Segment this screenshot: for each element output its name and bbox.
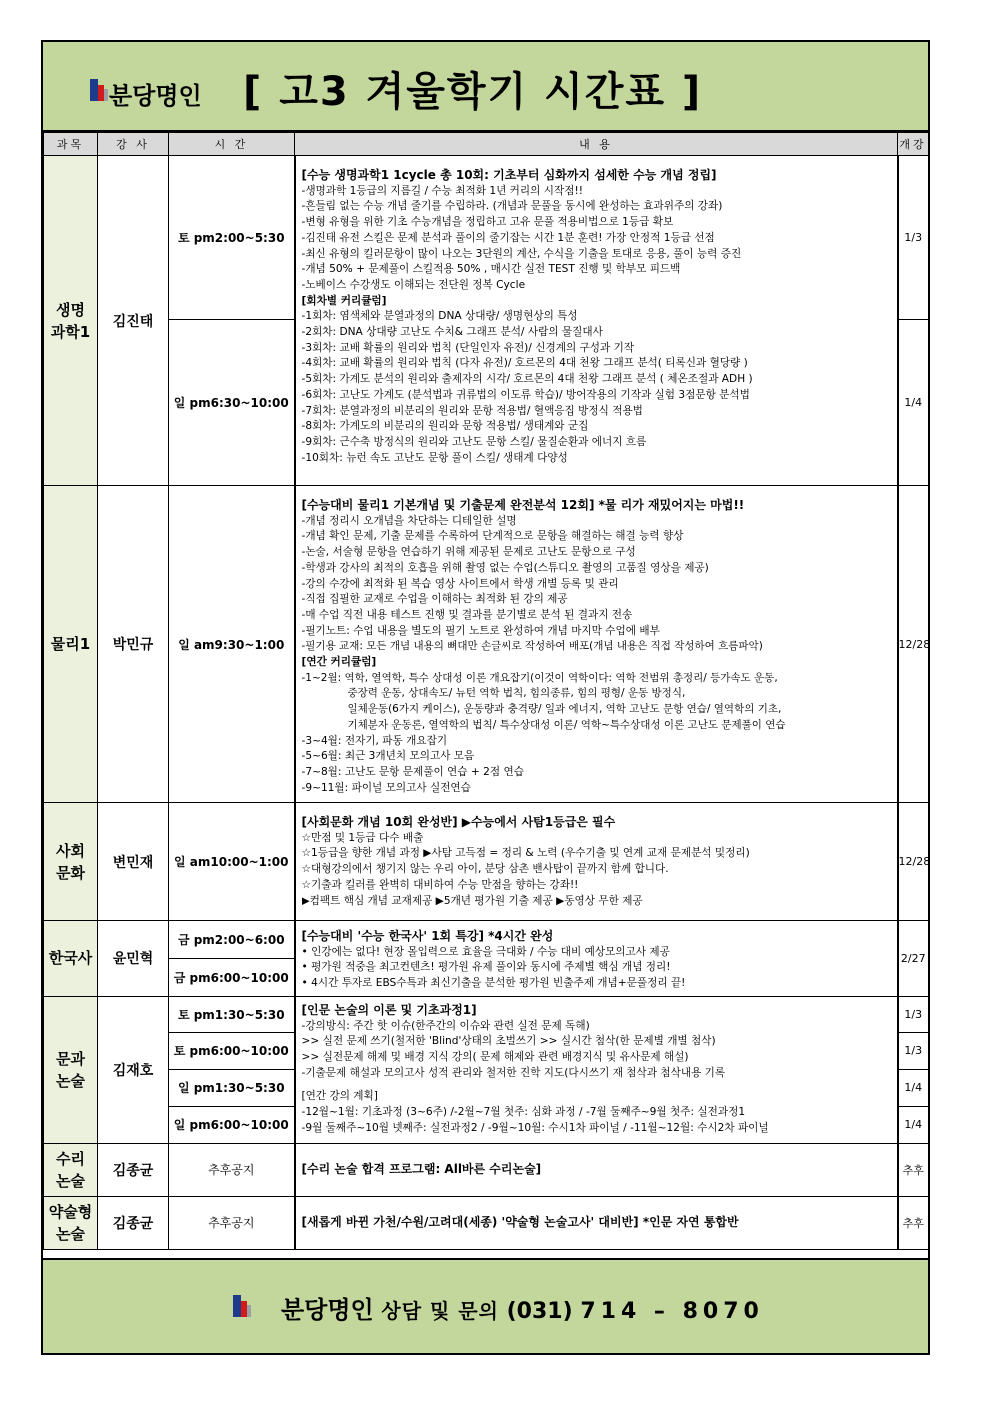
- start-date-cell: 1/4: [898, 1106, 929, 1143]
- time-cell: 일 pm1:30~5:30: [169, 1069, 295, 1106]
- brand-logo-icon: [90, 79, 108, 101]
- teacher-cell: 김종균: [98, 1143, 169, 1196]
- col-teacher: 강 사: [98, 133, 169, 156]
- brand-name: 분당명인: [109, 82, 202, 110]
- table-row: [44, 921, 929, 959]
- col-time: 시 간: [169, 133, 295, 156]
- content-cell: [인문 논술의 이론 및 기초과정1] -강의방식: 주간 핫 이슈(한주간의 이슈와 관련 실전 문제 독해) >> 실전 문제 쓰기(철저한 'Blind'상태의 초벌쓰기 >> 실시간 첨삭(한 문제별 개별 첨삭) >> 실전문제 해제 및 배경 지식 강의( 문제 해제와 관련 배경지식 및 유사문제 해설) -기출문제 해설과 모의고사 성적 관리와 철저한 진학 지도(다시쓰기 재 첨삭과 첨삭내용 기록 [연간 강의 계획] -12월~1월: 기초과정 (3~6주) /-2월~7월 첫주: 심화 과정 / -7월 둘째주~9월 첫주: 실전과정1 -9월 둘째주~10월 넷째주: 실전과정2 / -9월~10월: 수시1차 파이널 / -11월~12월: 수시2차 파이널: [295, 996, 898, 1143]
- time-cell: 일 am9:30~1:00: [169, 486, 295, 803]
- teacher-cell: 김진태: [98, 156, 169, 486]
- time-cell: 토 pm6:00~10:00: [169, 1032, 295, 1069]
- table-row: [44, 486, 929, 803]
- time-cell: 추후공지: [169, 1143, 295, 1196]
- content-cell: [새롭게 바뀐 가천/수원/고려대(세종) '약술형 논술고사' 대비반] *인문 자연 통합반: [295, 1196, 898, 1249]
- teacher-cell: 변민재: [98, 803, 169, 921]
- start-date-cell: 1/4: [898, 1069, 929, 1106]
- table-row: [44, 996, 929, 1032]
- start-date-cell: 1/3: [898, 996, 929, 1032]
- footer-brand: 분당명인: [281, 1296, 374, 1324]
- time-cell: 일 pm6:30~10:00: [169, 320, 295, 486]
- teacher-cell: 김재호: [98, 996, 169, 1143]
- teacher-cell: 윤민혁: [98, 921, 169, 997]
- content-cell: [수능 생명과학1 1cycle 총 10회: 기초부터 심화까지 섬세한 수능 개념 정립] -생명과학 1등급의 지름길 / 수능 최적화 1년 커리의 시작점!! -흔들림 없는 수능 개념 줄기를 수립하라. (개념과 문풀을 동시에 완성하는 효과위주의 강좌) -변형 유형을 위한 기초 수능개념을 정립하고 고유 문풀 적용비법으로 1등급 확보 -김진태 유전 스킬은 문제 분석과 풀이의 줄기잡는 시간 1분 훈련! 가장 안정적 1등급 선점 -최신 유형의 킬러문항이 많이 나오는 3단원의 계산, 수식을 기출을 토대로 응용, 풀이 능력 증진 -개념 50% + 문제풀이 스킬적용 50% , 매시간 실전 TEST 진행 및 학부모 피드백 -노베이스 수강생도 이해되는 전단원 정복 Cycle [회차별 커리큘럼] -1회차: 염색체와 분열과정의 DNA 상대량/ 생명현상의 특성 -2회차: DNA 상대량 고난도 수치& 그래프 분석/ 사람의 물질대사 -3회차: 교배 확률의 원리와 법칙 (단일인자 유전)/ 신경계의 구성과 기작 -4회차: 교배 확률의 원리와 법칙 (다자 유전)/ 호르몬의 4대 천왕 그래프 분석( 티록신과 혈당량 ) -5회차: 가계도 분석의 원리와 출제자의 시각/ 호르몬의 4대 천왕 그래프 분석 ( 체온조절과 ADH ) -6회차: 고난도 가계도 (분석법과 귀류법의 이도류 학습)/ 방어작용의 기작과 실험 3점문항 분석법 -7회차: 분열과정의 비분리의 원리와 문항 적용법/ 혈액응집 방정식 적용법 -8회차: 가계도의 비분리의 원리와 문항 적용법/ 생태계와 군집 -9회차: 근수축 방정식의 원리와 고난도 문항 스킬/ 물질순환과 에너지 흐름 -10회차: 뉴런 속도 고난도 문항 풀이 스킬/ 생태계 다양성: [295, 156, 898, 486]
- subject-cell: 물리1: [44, 486, 98, 803]
- page-title: [ 고3 겨울학기 시간표 ]: [243, 69, 703, 115]
- time-cell: 금 pm2:00~6:00: [169, 921, 295, 959]
- content-cell: [수능대비 '수능 한국사' 1회 특강] *4시간 완성 • 인강에는 없다! 현장 몰입력으로 효율을 극대화 / 수능 대비 예상모의고사 제공 • 평가원 적중을 최고컨텐츠! 평가원 유제 풀이와 동시에 주제별 핵심 개념 정리! • 4시간 투자로 EBS수특과 최신기출을 분석한 평가원 빈출주제 개념+문풀정리 끝!: [295, 921, 898, 997]
- time-cell: 일 am10:00~1:00: [169, 803, 295, 921]
- schedule-table: [43, 132, 929, 1250]
- col-subject: 과목: [44, 133, 98, 156]
- start-date-cell: 1/3: [898, 1032, 929, 1069]
- start-date-cell: 1/3: [898, 156, 929, 320]
- teacher-cell: 박민규: [98, 486, 169, 803]
- footer-banner: [43, 1258, 928, 1353]
- footer-label: 상담 및 문의: [381, 1299, 499, 1323]
- content-cell: [수능대비 물리1 기본개념 및 기출문제 완전분석 12회] *물 리가 재밌어지는 마법!! -개념 정리시 오개념을 차단하는 디테일한 설명 -개념 확인 문제, 기출 문제를 수록하여 단계적으로 문항을 해결하는 해결 능력 향상 -논술, 서술형 문항을 연습하기 위해 제공된 문제로 고난도 문항으로 구성 -학생과 강사의 최적의 호흡을 위해 촬영 없는 수업(스튜디오 촬영의 고품질 영상을 제공) -강의 수강에 최적화 된 복습 영상 사이트에서 학생 개별 등록 및 관리 -직접 집필한 교재로 수업을 이해하는 최적화 된 강의 제공 -매 수업 직전 내용 테스트 진행 및 결과를 분기별로 분석 된 결과지 전송 -필기노트: 수업 내용을 별도의 필기 노트로 완성하여 개념 마지막 수업에 배부 -필기용 교재: 모든 개념 내용의 뼈대만 손글씨로 작성하여 배포(개념 내용은 직접 작성하여 흐름파악) [연간 커리큘럼] -1~2월: 역학, 열역학, 특수 상대성 이론 개요잡기(이것이 역학이다: 역학 전범위 총정리/ 등가속도 운동, 중장력 운동, 상대속도/ 뉴턴 역학 법칙, 힘의종류, 힘의 평형/ 운동 방정식, 일체운동(6가지 케이스), 운동량과 충격량/ 일과 에너지, 역학 고난도 문항 연습/ 열역학의 기초, 기체분자 운동론, 열역학의 법칙/ 특수상대성 이론/ 역학~특수상대성 이론 고난도 문제풀이 연습 -3~4월: 전자기, 파동 개요잡기 -5~6월: 최근 3개년치 모의고사 모음 -7~8월: 고난도 문항 문제풀이 연습 + 2점 연습 -9~11월: 파이널 모의고사 실전연습: [295, 486, 898, 803]
- time-cell: 추후공지: [169, 1196, 295, 1249]
- time-cell: 토 pm2:00~5:30: [169, 156, 295, 320]
- start-date-cell: 12/28: [898, 486, 929, 803]
- start-date-cell: 1/4: [898, 320, 929, 486]
- subject-cell: 생명 과학1: [44, 156, 98, 486]
- phone-number: 714 – 8070: [580, 1299, 764, 1324]
- content-cell: [수리 논술 합격 프로그램: All바른 수리논술]: [295, 1143, 898, 1196]
- start-date-cell: 추후: [898, 1143, 929, 1196]
- content-cell: [사회문화 개념 10회 완성반] ▶수능에서 사탐1등급은 필수 ☆만점 및 1등급 다수 배출 ☆1등급을 향한 개념 과정 ▶사탐 고득점 = 정리 & 노력 (우수기출 및 연계 교재 문제분석 및정리) ☆대형강의에서 챙기지 않는 우리 아이, 분당 삼촌 밴사탑이 끝까지 함께 합니다. ☆기출과 킬러를 완벽히 대비하여 수능 만점을 향하는 강좌!! ▶컴팩트 핵심 개념 교재제공 ▶5개년 평가원 기출 제공 ▶동영상 무한 제공: [295, 803, 898, 921]
- teacher-cell: 김종균: [98, 1196, 169, 1249]
- subject-cell: 한국사: [44, 921, 98, 997]
- table-row: [44, 1143, 929, 1196]
- table-header-row: [44, 133, 929, 156]
- start-date-cell: 추후: [898, 1196, 929, 1249]
- brand-logo-icon: [233, 1295, 251, 1317]
- subject-cell: 수리 논술: [44, 1143, 98, 1196]
- col-content: 내 용: [295, 133, 898, 156]
- area-code: (031): [506, 1299, 573, 1324]
- col-start: 개강: [898, 133, 929, 156]
- time-cell: 일 pm6:00~10:00: [169, 1106, 295, 1143]
- subject-cell: 약술형 논술: [44, 1196, 98, 1249]
- subject-cell: 문과 논술: [44, 996, 98, 1143]
- time-cell: 금 pm6:00~10:00: [169, 958, 295, 996]
- timetable-frame: [41, 40, 930, 1355]
- header-banner: [43, 42, 928, 132]
- contact-info: [281, 1290, 764, 1325]
- subject-cell: 사회 문화: [44, 803, 98, 921]
- start-date-cell: 12/28: [898, 803, 929, 921]
- table-row: [44, 1196, 929, 1249]
- table-row: [44, 156, 929, 320]
- start-date-cell: 2/27: [898, 921, 929, 997]
- table-row: [44, 803, 929, 921]
- time-cell: 토 pm1:30~5:30: [169, 996, 295, 1032]
